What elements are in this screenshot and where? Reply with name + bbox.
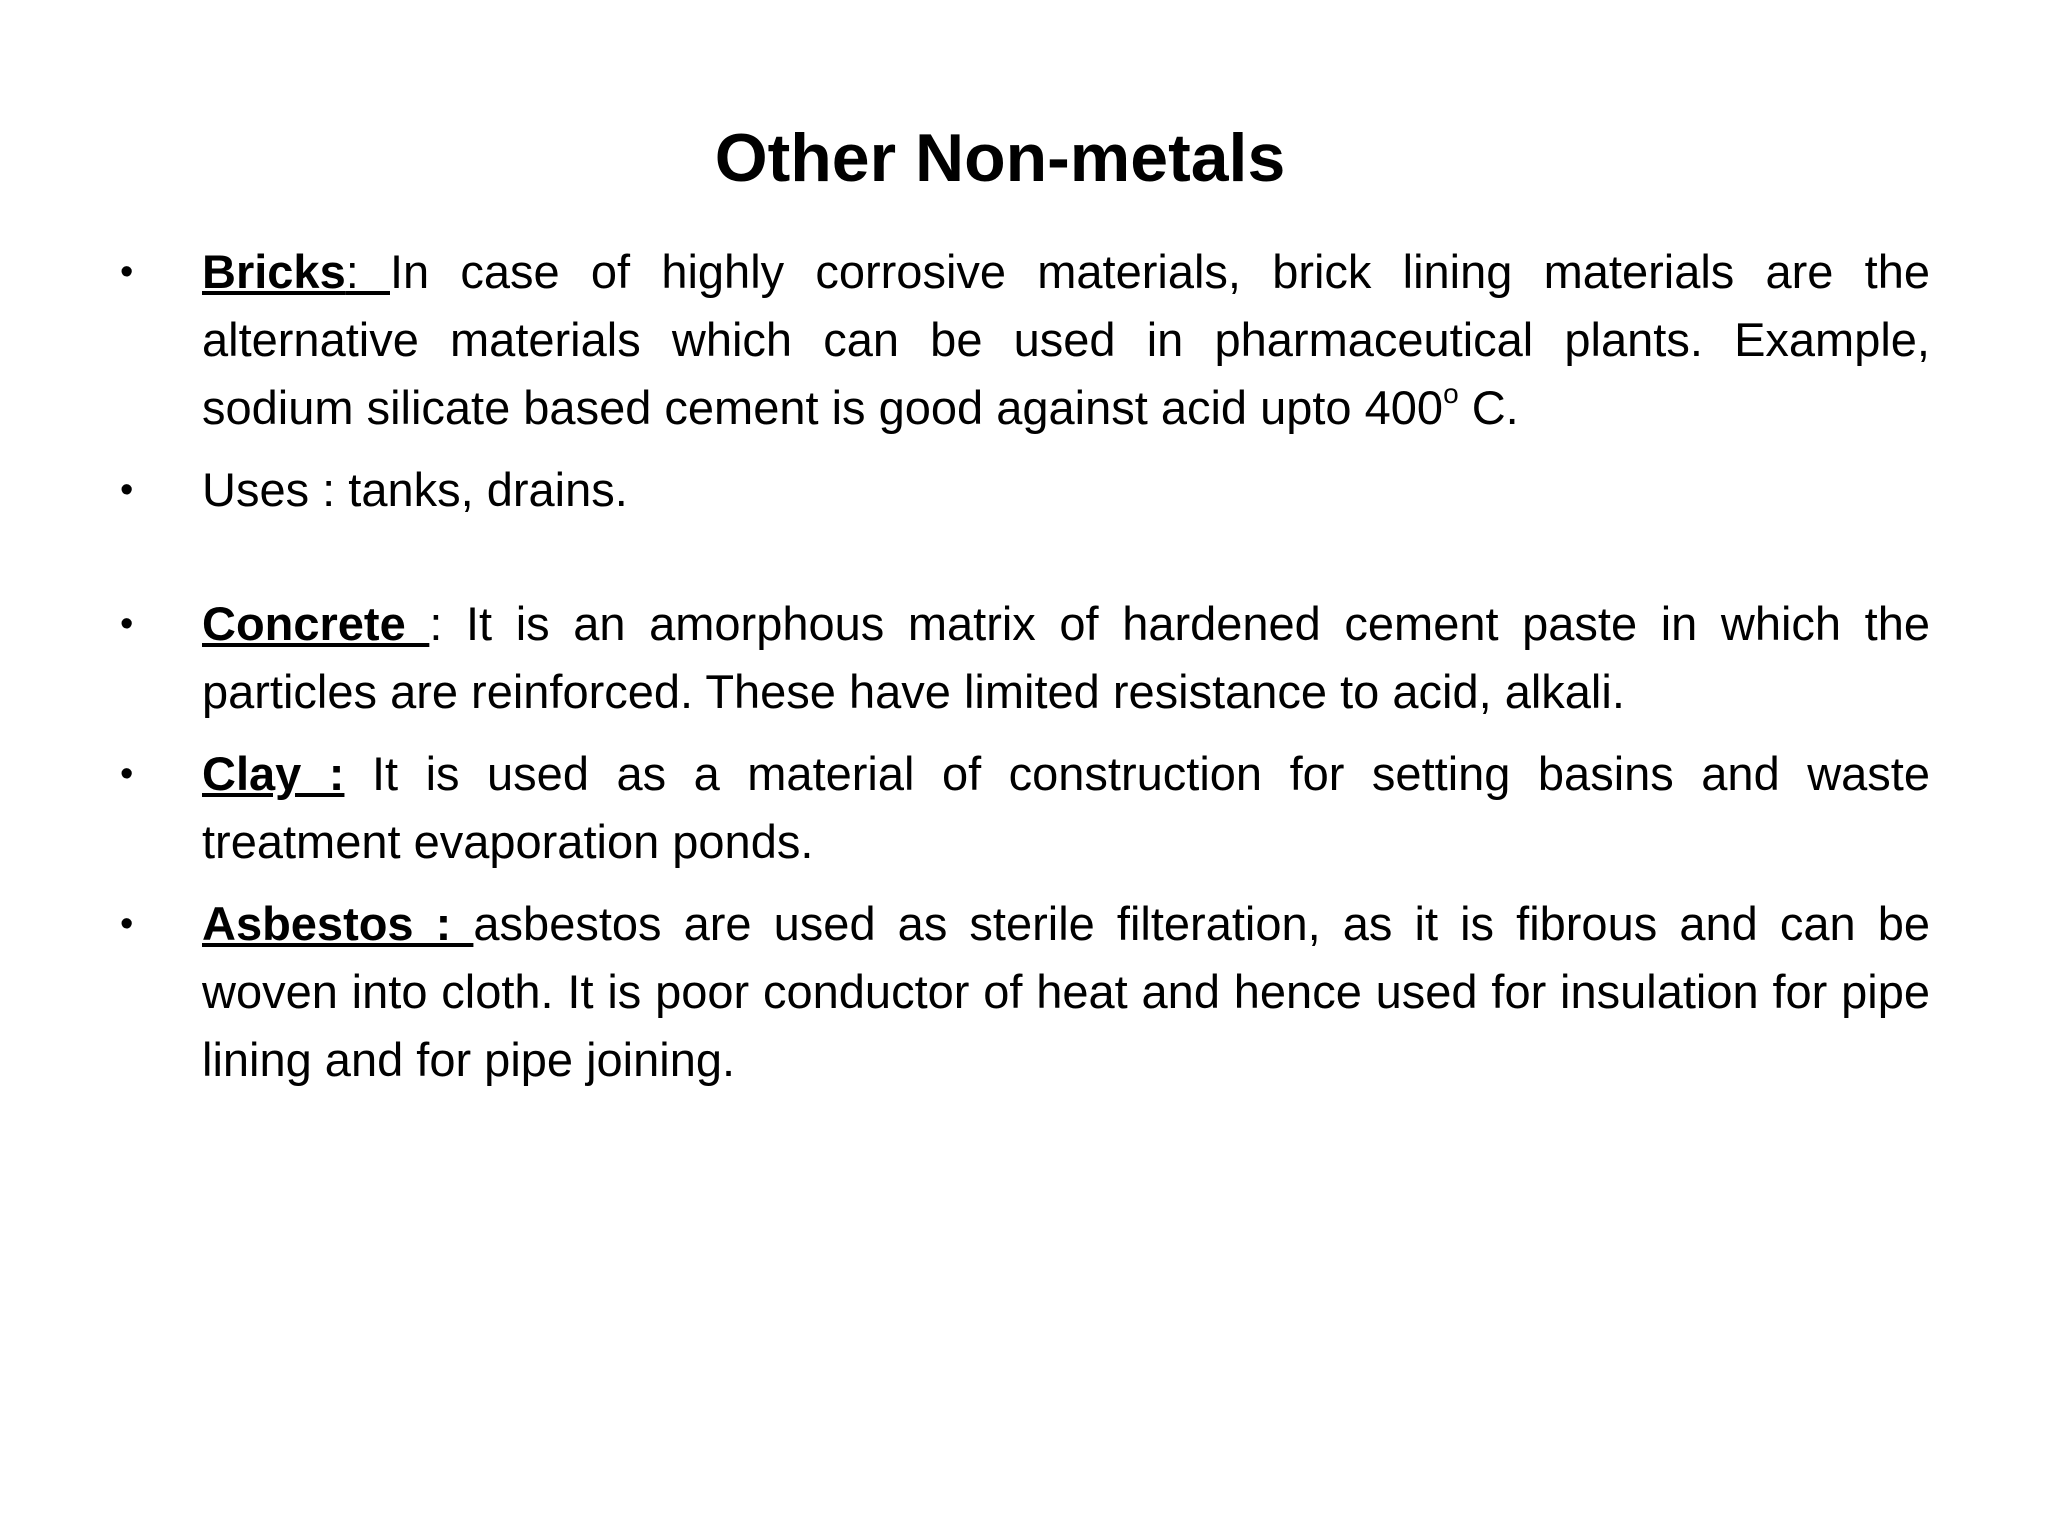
bullet-concrete xyxy=(120,590,1930,726)
term-suffix: : xyxy=(345,245,390,298)
bullet-list xyxy=(120,238,1930,1094)
bullet-dot-icon: • xyxy=(120,903,134,945)
bullet-text xyxy=(202,238,1930,442)
slide-title: Other Non-metals xyxy=(714,120,1286,196)
term-bricks: Bricks xyxy=(202,245,346,298)
bullet-text: Uses : tanks, drains. xyxy=(202,463,628,516)
bullet-uses xyxy=(120,456,1930,524)
bullet-body: It is used as a material of construction for setting basins and waste treatment evaporation ponds. xyxy=(202,747,1930,868)
bullet-body-end: C. xyxy=(1458,381,1519,434)
bullet-text xyxy=(202,890,1930,1094)
bullet-clay xyxy=(120,740,1930,876)
bullet-asbestos xyxy=(120,890,1930,1094)
bullet-body: asbestos are used as sterile filteration, as it is fibrous and can be woven into cloth. It is poor conductor of heat and hence used for insulation for pipe lining and for pipe joining. xyxy=(202,897,1930,1086)
bullet-dot-icon: • xyxy=(120,603,134,645)
bullet-text xyxy=(202,590,1930,726)
term-asbestos: Asbestos : xyxy=(202,897,474,950)
bullet-bricks xyxy=(120,238,1930,442)
bullet-body: : It is an amorphous matrix of hardened cement paste in which the particles are reinforced. These have limited resistance to acid, alkali. xyxy=(202,597,1930,718)
bullet-body: In case of highly corrosive materials, brick lining materials are the alternative materials which can be used in pharmaceutical plants. Example, sodium silicate based cement is good against acid upto 400 xyxy=(202,245,1930,434)
bullet-dot-icon: • xyxy=(120,753,134,795)
bullet-text xyxy=(202,740,1930,876)
term-clay: Clay : xyxy=(202,747,345,800)
bullet-dot-icon: • xyxy=(120,251,134,293)
bullet-dot-icon: • xyxy=(120,469,134,511)
term-concrete: Concrete xyxy=(202,597,430,650)
degree-superscript: o xyxy=(1443,378,1459,410)
